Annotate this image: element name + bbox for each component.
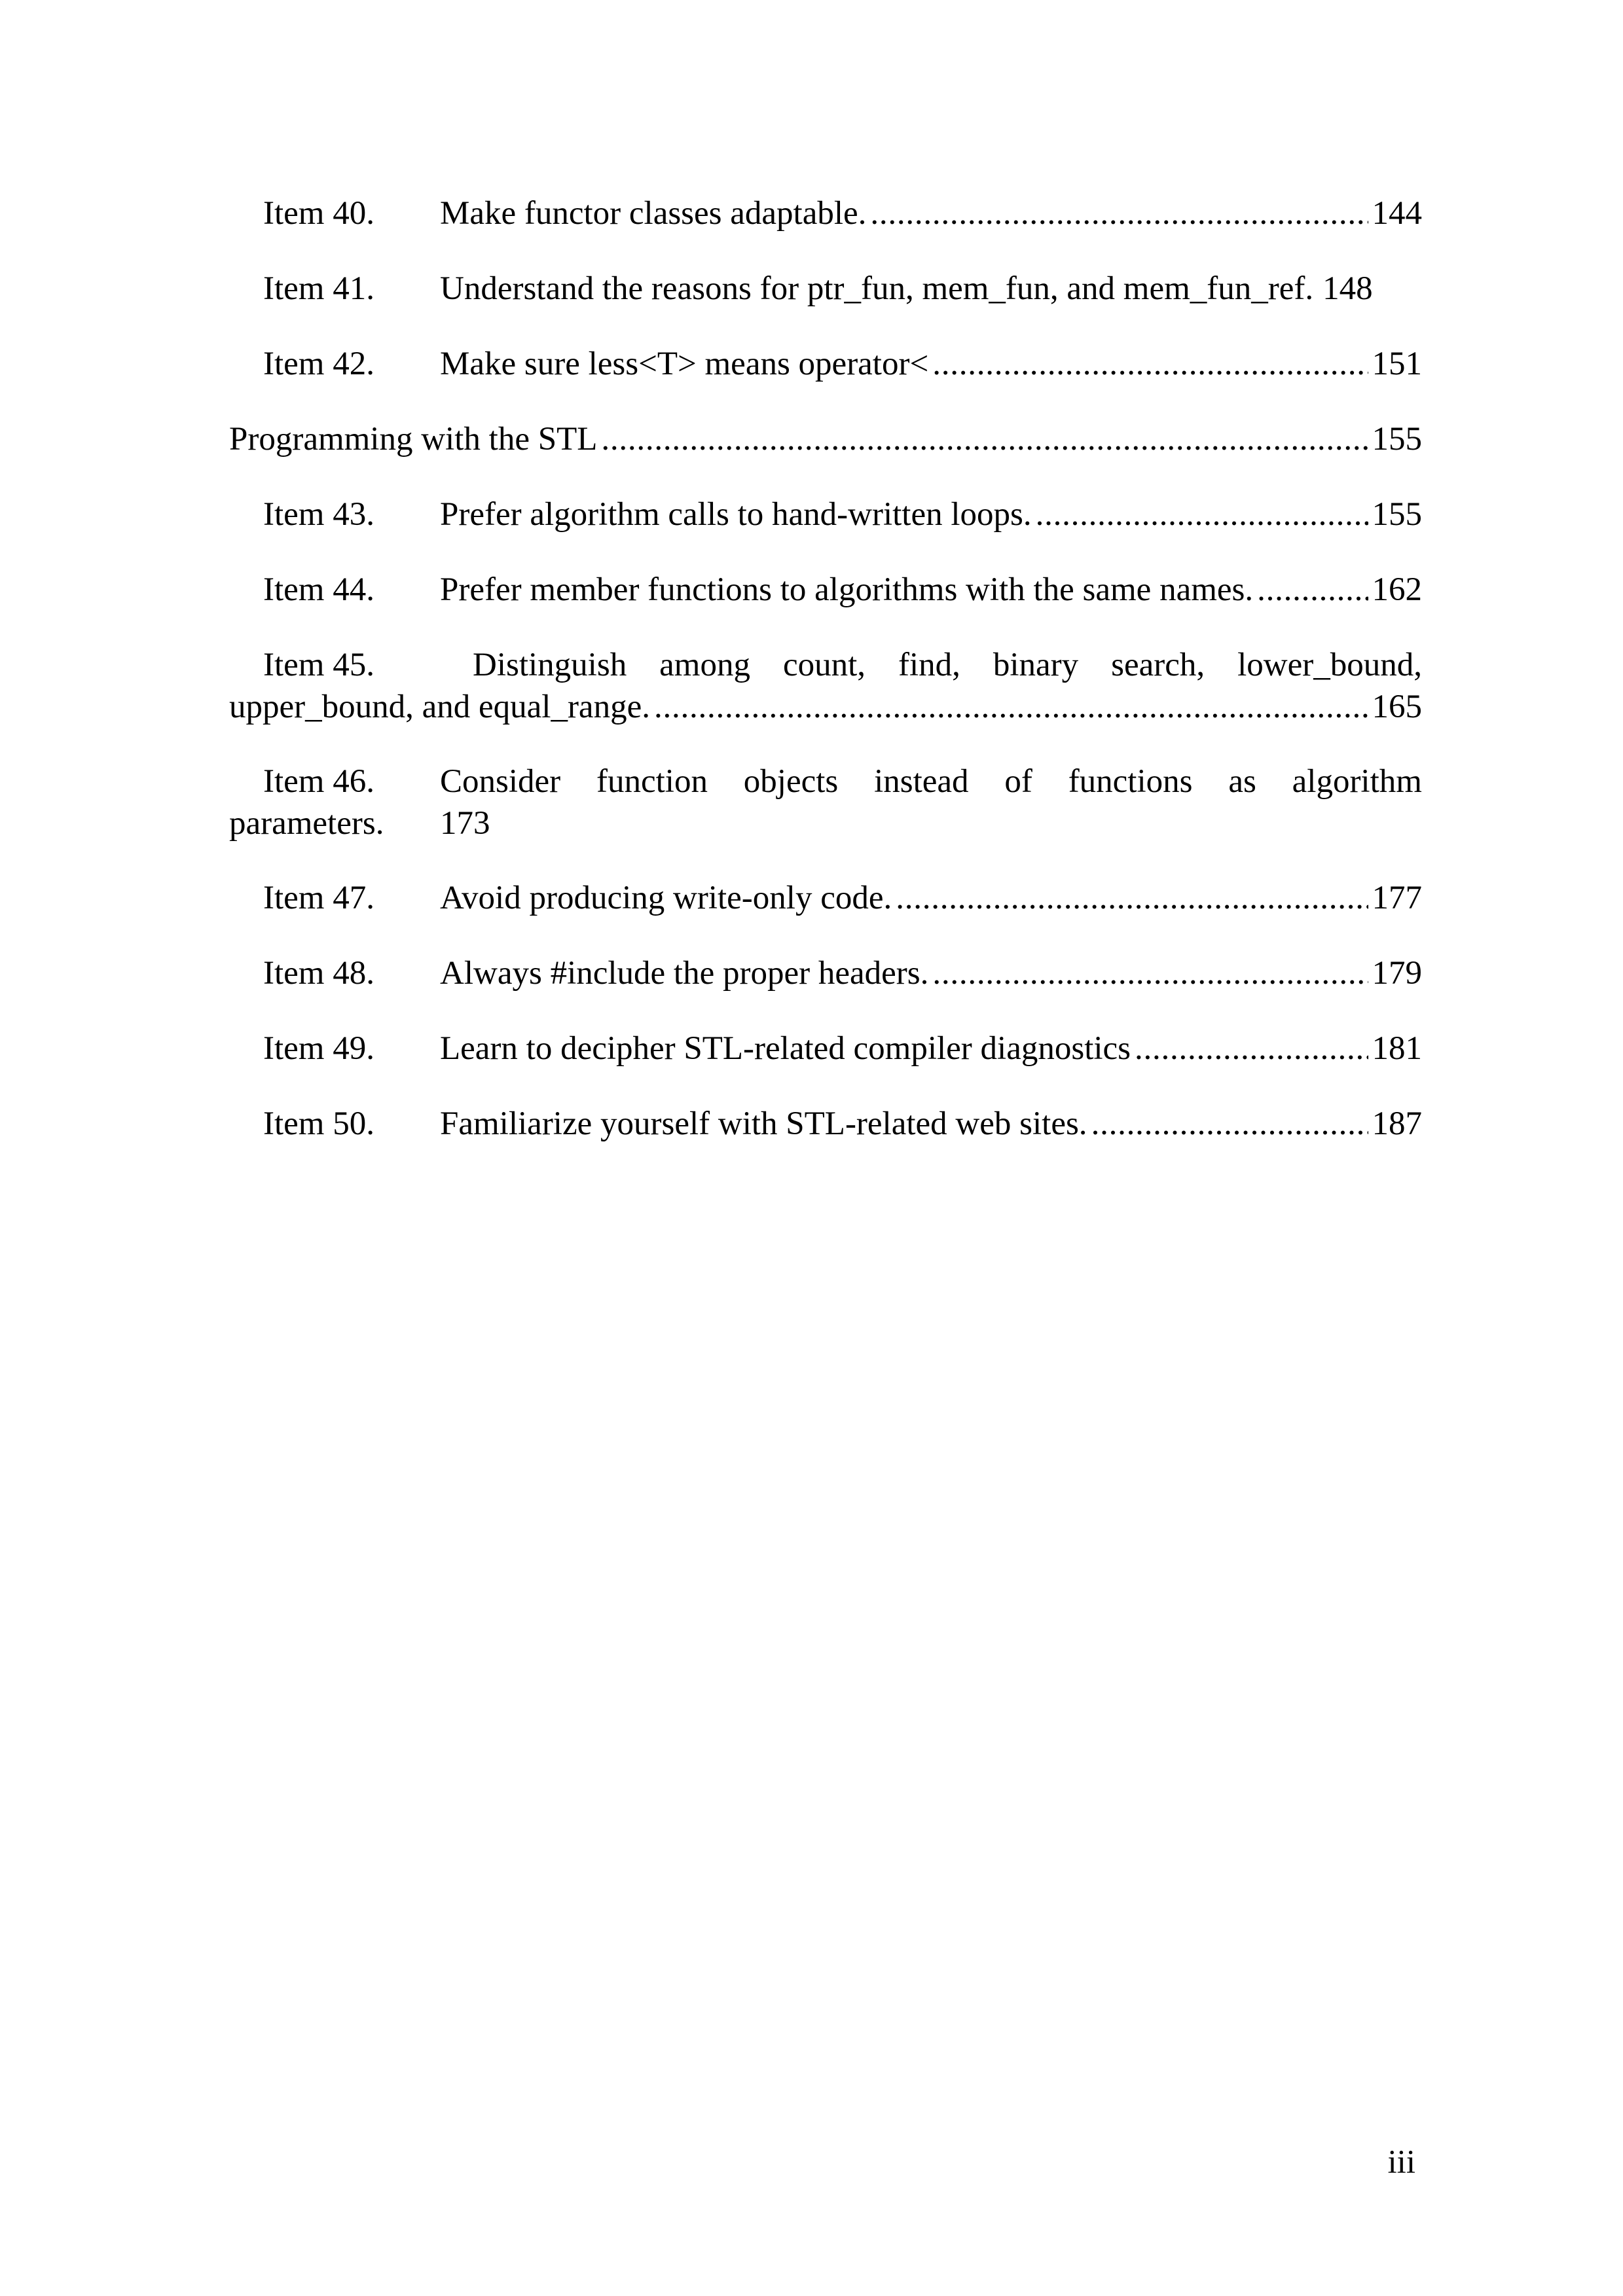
toc-page-number: 181: [1372, 1030, 1422, 1067]
dot-leader: [1036, 493, 1368, 535]
page-number-footer: iii: [1387, 2144, 1415, 2181]
toc-item-title: Prefer algorithm calls to hand-written loops.: [440, 496, 1032, 533]
toc-page-number: 144: [1372, 195, 1422, 232]
toc-item-label: Item 48.: [263, 955, 374, 992]
dot-leader: [896, 877, 1368, 919]
toc-page-number: 187: [1372, 1105, 1422, 1142]
title-word: functions: [1068, 763, 1193, 800]
title-word: of: [1004, 763, 1032, 800]
title-word: Consider: [440, 763, 561, 800]
title-word: as: [1228, 763, 1256, 800]
toc-item-title-line2: upper_bound, and equal_range.: [229, 689, 650, 725]
toc-item-title: Learn to decipher STL-related compiler diagnostics: [440, 1030, 1131, 1067]
toc-item-label: Item 44.: [263, 571, 374, 608]
dot-leader: [932, 952, 1368, 994]
toc-item-title: Understand the reasons for ptr_fun, mem_fun, and mem_fun_ref.: [440, 270, 1314, 307]
toc-item-label: Item 45.: [263, 647, 374, 683]
toc-entry-line2: [229, 802, 1422, 844]
toc-item-title: Always #include the proper headers.: [440, 955, 929, 992]
toc-item-label: Item 43.: [263, 496, 374, 533]
toc-page-number: 173: [440, 805, 490, 842]
dot-leader: [932, 343, 1368, 385]
toc-entry[interactable]: [263, 1103, 1422, 1145]
title-word: objects: [743, 763, 839, 800]
dot-leader: [870, 192, 1368, 234]
dot-leader: [1135, 1028, 1368, 1069]
toc-page-number: 155: [1372, 421, 1422, 457]
title-word: lower_bound,: [1237, 647, 1422, 683]
dot-leader: [601, 418, 1368, 460]
toc-item-title: Prefer member functions to algorithms with the same names.: [440, 571, 1254, 608]
title-word: Distinguish: [473, 647, 627, 683]
toc-entry[interactable]: [263, 192, 1422, 234]
title-word: search,: [1111, 647, 1205, 683]
toc-item-label: Item 49.: [263, 1030, 374, 1067]
toc-entry[interactable]: [263, 268, 1422, 310]
toc-item-label: Item 42.: [263, 346, 374, 382]
dot-leader: [1091, 1103, 1368, 1145]
title-word: count,: [782, 647, 866, 683]
toc-entry[interactable]: [263, 493, 1422, 535]
toc-page-number: 177: [1372, 880, 1422, 916]
toc-item-title-line1: [473, 644, 1422, 686]
toc-item-title-line2: parameters.: [229, 805, 384, 842]
toc-entry-line1: [263, 644, 1422, 686]
toc-entry-line1: [263, 761, 1422, 802]
toc-item-label: Item 47.: [263, 880, 374, 916]
toc-page-number: 148: [1322, 270, 1373, 307]
toc-section-title: Programming with the STL: [229, 421, 598, 457]
title-word: among: [659, 647, 750, 683]
toc-page-number: 155: [1372, 496, 1422, 533]
toc-entry[interactable]: [263, 569, 1422, 611]
toc-entry[interactable]: [263, 343, 1422, 385]
toc-entry[interactable]: [263, 1028, 1422, 1069]
title-word: instead: [874, 763, 969, 800]
title-word: algorithm: [1292, 763, 1422, 800]
toc-item-label: Item 46.: [263, 763, 374, 800]
toc-item-title-line1: [440, 761, 1422, 802]
toc-item-label: Item 40.: [263, 195, 374, 232]
toc-section-entry[interactable]: [229, 418, 1422, 460]
toc-page-number: 179: [1372, 955, 1422, 992]
dot-leader: [1257, 569, 1368, 611]
toc-entry[interactable]: [263, 877, 1422, 919]
toc-item-label: Item 50.: [263, 1105, 374, 1142]
toc-item-title: Familiarize yourself with STL-related web sites.: [440, 1105, 1087, 1142]
dot-leader: [654, 686, 1368, 728]
toc-item-title: Avoid producing write-only code.: [440, 880, 892, 916]
toc-page-number: 165: [1372, 689, 1422, 725]
toc-entry[interactable]: [263, 952, 1422, 994]
title-word: binary: [993, 647, 1079, 683]
toc-item-title: Make functor classes adaptable.: [440, 195, 867, 232]
toc-entry-multiline[interactable]: [229, 644, 1422, 728]
toc-entry-multiline[interactable]: [229, 761, 1422, 844]
title-word: function: [596, 763, 708, 800]
toc-item-title: Make sure less<T> means operator<: [440, 346, 929, 382]
toc-entry-line2: [229, 686, 1422, 728]
title-word: find,: [898, 647, 960, 683]
toc-item-label: Item 41.: [263, 270, 374, 307]
toc-page-number: 162: [1372, 571, 1422, 608]
toc-page-number: 151: [1372, 346, 1422, 382]
